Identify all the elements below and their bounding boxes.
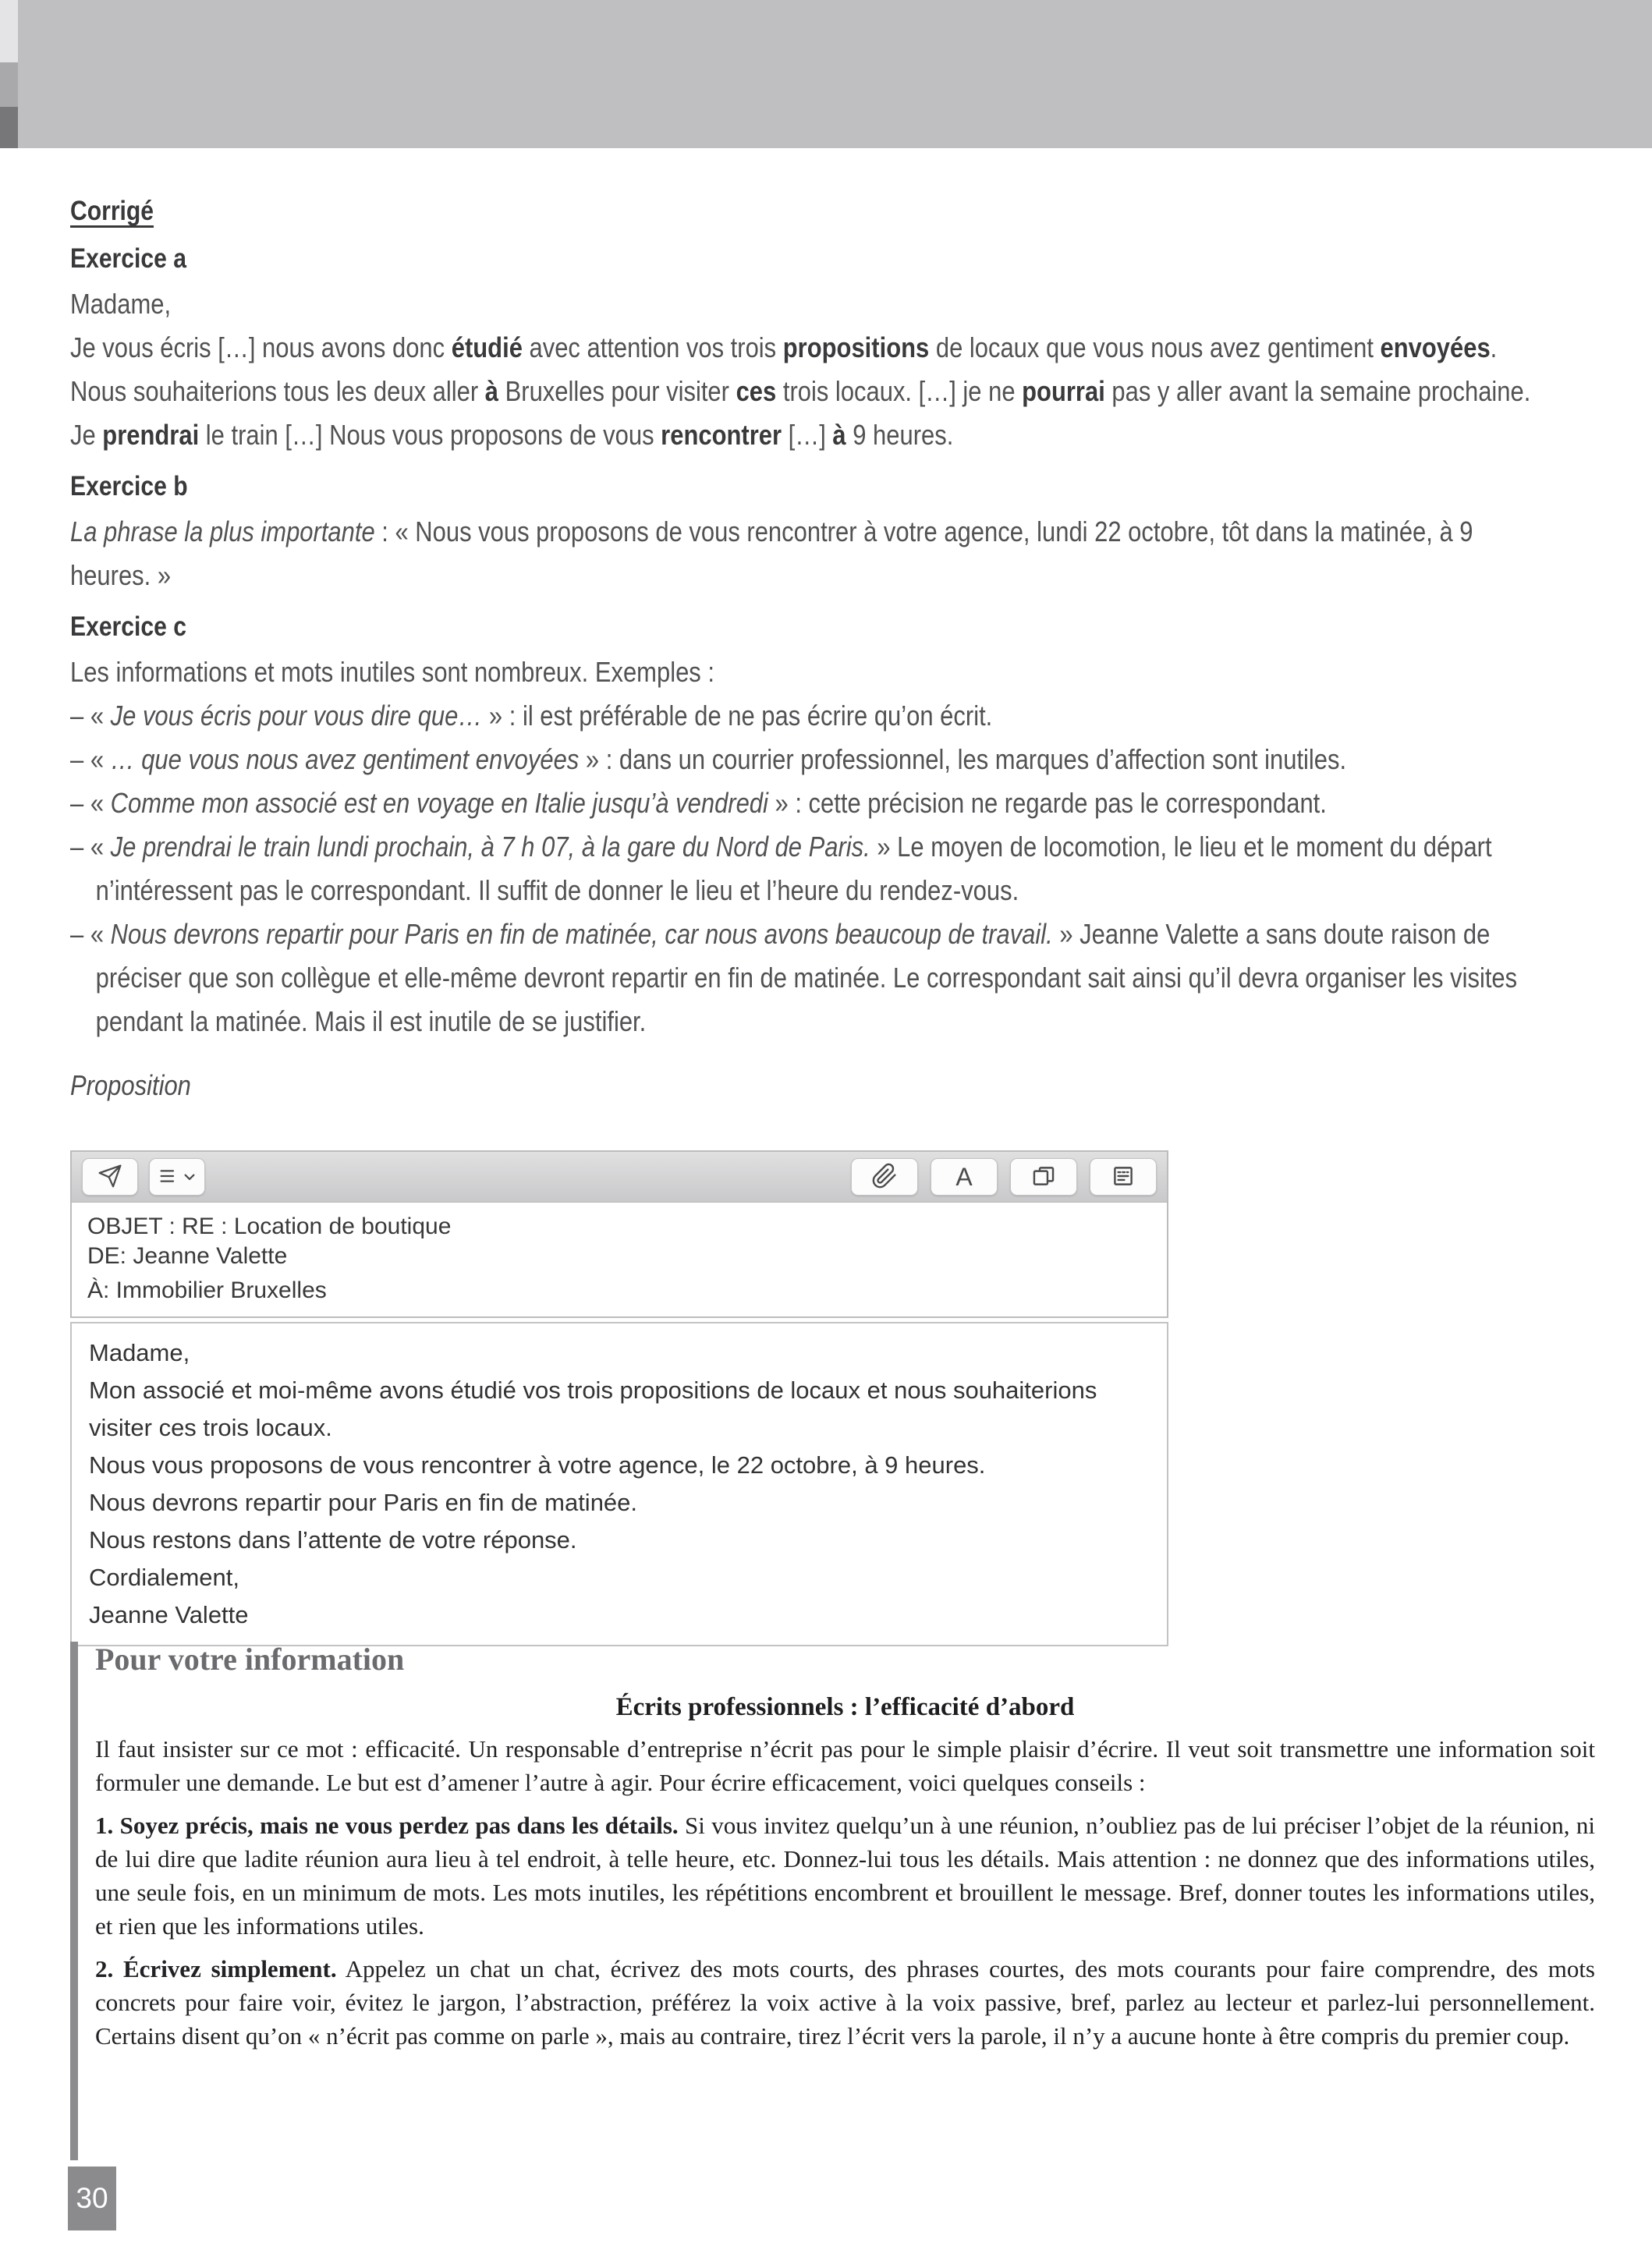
- info-box: [70, 1642, 1595, 2160]
- page-header-band: [18, 0, 1652, 148]
- salutation-line: Madame,: [70, 288, 172, 320]
- exercice-a-heading: Exercice a: [70, 243, 186, 274]
- bullet-item: – « Nous devrons repartir pour Paris en fin de matinée, car nous avons beaucoup de travail. » Jeanne Valette a sans doute raison de préciser que son collègue et elle-même devront repartir en fin de matinée. Le correspondant sait ainsi qu’il devra organiser les visites pendant la matinée. Mais il est inutile de se justifier.: [70, 918, 1518, 1037]
- email-to-line: À: Immobilier Bruxelles: [87, 1277, 327, 1303]
- answer-intro: Les informations et mots inutiles sont nombreux. Exemples :: [70, 656, 714, 688]
- send-button[interactable]: [82, 1158, 138, 1196]
- font-icon: A: [955, 1162, 973, 1191]
- email-mockup: [70, 1150, 1168, 1646]
- email-body-line: Mon associé et moi-même avons étudié vos trois propositions de locaux et nous souhaiterions visiter ces trois locaux.: [89, 1376, 1097, 1441]
- page-number-badge: [68, 2167, 116, 2230]
- answer-paragraph: Nous souhaiterions tous les deux aller à Bruxelles pour visiter ces trois locaux. […] je ne pourrai pas y aller avant la semaine prochaine. Je prendrai le train […] Nous vous proposons de vous rencontrer […] à 9 heures.: [70, 375, 1531, 451]
- proposition-label: Proposition: [70, 1069, 191, 1101]
- page-number: 30: [76, 2182, 108, 2214]
- send-icon: [97, 1164, 122, 1191]
- info-intro: Il faut insister sur ce mot : efficacité. Un responsable d’entreprise n’écrit pas pour le simple plaisir d’écrire. Il veut soit transmettre une information soit formuler une demande. Le but est d’amener l’autre à agir. Pour écrire efficacement, voici quelques conseils :: [95, 1735, 1595, 1796]
- copy-icon: [1030, 1163, 1057, 1192]
- email-toolbar: [72, 1152, 1167, 1203]
- email-body-line: Madame,: [89, 1339, 190, 1366]
- email-subject-line: OBJET : RE : Location de boutique: [87, 1213, 452, 1239]
- answer-paragraph: La phrase la plus importante : « Nous vous proposons de vous rencontrer à votre agence, lundi 22 octobre, tôt dans la matinée, à 9 heures. »: [70, 516, 1473, 591]
- bullet-item: – « Je prendrai le train lundi prochain, à 7 h 07, à la gare du Nord de Paris. » Le moyen de locomotion, le lieu et le moment du départ n’intéressent pas le correspondant. Il suffit de donner le lieu et l’heure du rendez-vous.: [70, 831, 1492, 906]
- email-body-line: Jeanne Valette: [89, 1601, 249, 1628]
- email-body-line: Nous devrons repartir pour Paris en fin de matinée.: [89, 1489, 638, 1516]
- corrige-section: [70, 195, 1583, 1107]
- article-title: Écrits professionnels : l’efficacité d’abord: [615, 1693, 1075, 1721]
- copy-button[interactable]: [1010, 1158, 1077, 1196]
- bullet-item: – « Comme mon associé est en voyage en Italie jusqu’à vendredi » : cette précision ne regarde pas le correspondant.: [70, 787, 1327, 819]
- corrige-title: Corrigé: [70, 196, 154, 226]
- email-body: [70, 1322, 1168, 1646]
- chevron-down-icon: [183, 1164, 197, 1191]
- info-tip: 1. Soyez précis, mais ne vous perdez pas dans les détails. Si vous invitez quelqu’un à une réunion, n’oubliez pas de lui préciser l’objet de la réunion, ni de lui dire que ladite réunion aura lieu à tel endroit, à telle heure, etc. Donnez-lui tous les détails. Mais attention : ne donnez que des informations utiles, une seule fois, en un minimum de mots. Les mots inutiles, les répétitions encombrent et brouillent le message. Bref, donner toutes les informations utiles, et rien que les informations utiles.: [95, 1812, 1595, 1940]
- notes-button[interactable]: [1090, 1158, 1157, 1196]
- email-body-line: Nous vous proposons de vous rencontrer à votre agence, le 22 octobre, à 9 heures.: [89, 1451, 986, 1479]
- attach-button[interactable]: [851, 1158, 918, 1196]
- info-box-title: Pour votre information: [95, 1642, 405, 1677]
- email-headers: [72, 1203, 1167, 1316]
- answer-paragraph: Je vous écris […] nous avons donc étudié avec attention vos trois propositions de locaux que vous nous avez gentiment envoyées.: [70, 331, 1498, 363]
- bullet-item: – « Je vous écris pour vous dire que… » : il est préférable de ne pas écrire qu’on écrit.: [70, 700, 993, 732]
- edge-strip-dark: [0, 107, 18, 148]
- list-menu-button[interactable]: [149, 1158, 205, 1196]
- edge-strip-mid: [0, 62, 18, 107]
- email-body-line: Nous restons dans l’attente de votre réponse.: [89, 1526, 577, 1554]
- email-from-line: DE: Jeanne Valette: [87, 1243, 288, 1269]
- info-box-left-bar: [70, 1642, 78, 2160]
- exercice-c-heading: Exercice c: [70, 611, 186, 642]
- notes-icon: [1110, 1163, 1136, 1192]
- email-header-panel: [70, 1150, 1168, 1318]
- info-tip: 2. Écrivez simplement. Appelez un chat un chat, écrivez des mots courts, des phrases courtes, des mots courants pour faire comprendre, des mots concrets pour faire voir, évitez le jargon, l’abstraction, préférez la voix active à la voix passive, bref, parlez au lecteur et parlez-lui personnellement. Certains disent qu’on « n’écrit pas comme on parle », mais au contraire, tirez l’écrit vers la parole, il n’y a aucune honte à être compris du premier coup.: [95, 1955, 1595, 2050]
- font-button[interactable]: [931, 1158, 998, 1196]
- edge-strip-light: [0, 0, 18, 62]
- paperclip-icon: [871, 1163, 898, 1192]
- bullet-item: – « … que vous nous avez gentiment envoyées » : dans un courrier professionnel, les marques d’affection sont inutiles.: [70, 743, 1347, 775]
- toolbar-right-group: [851, 1158, 1157, 1196]
- exercice-b-heading: Exercice b: [70, 471, 188, 501]
- list-icon: [158, 1164, 183, 1191]
- email-body-line: Cordialement,: [89, 1564, 239, 1591]
